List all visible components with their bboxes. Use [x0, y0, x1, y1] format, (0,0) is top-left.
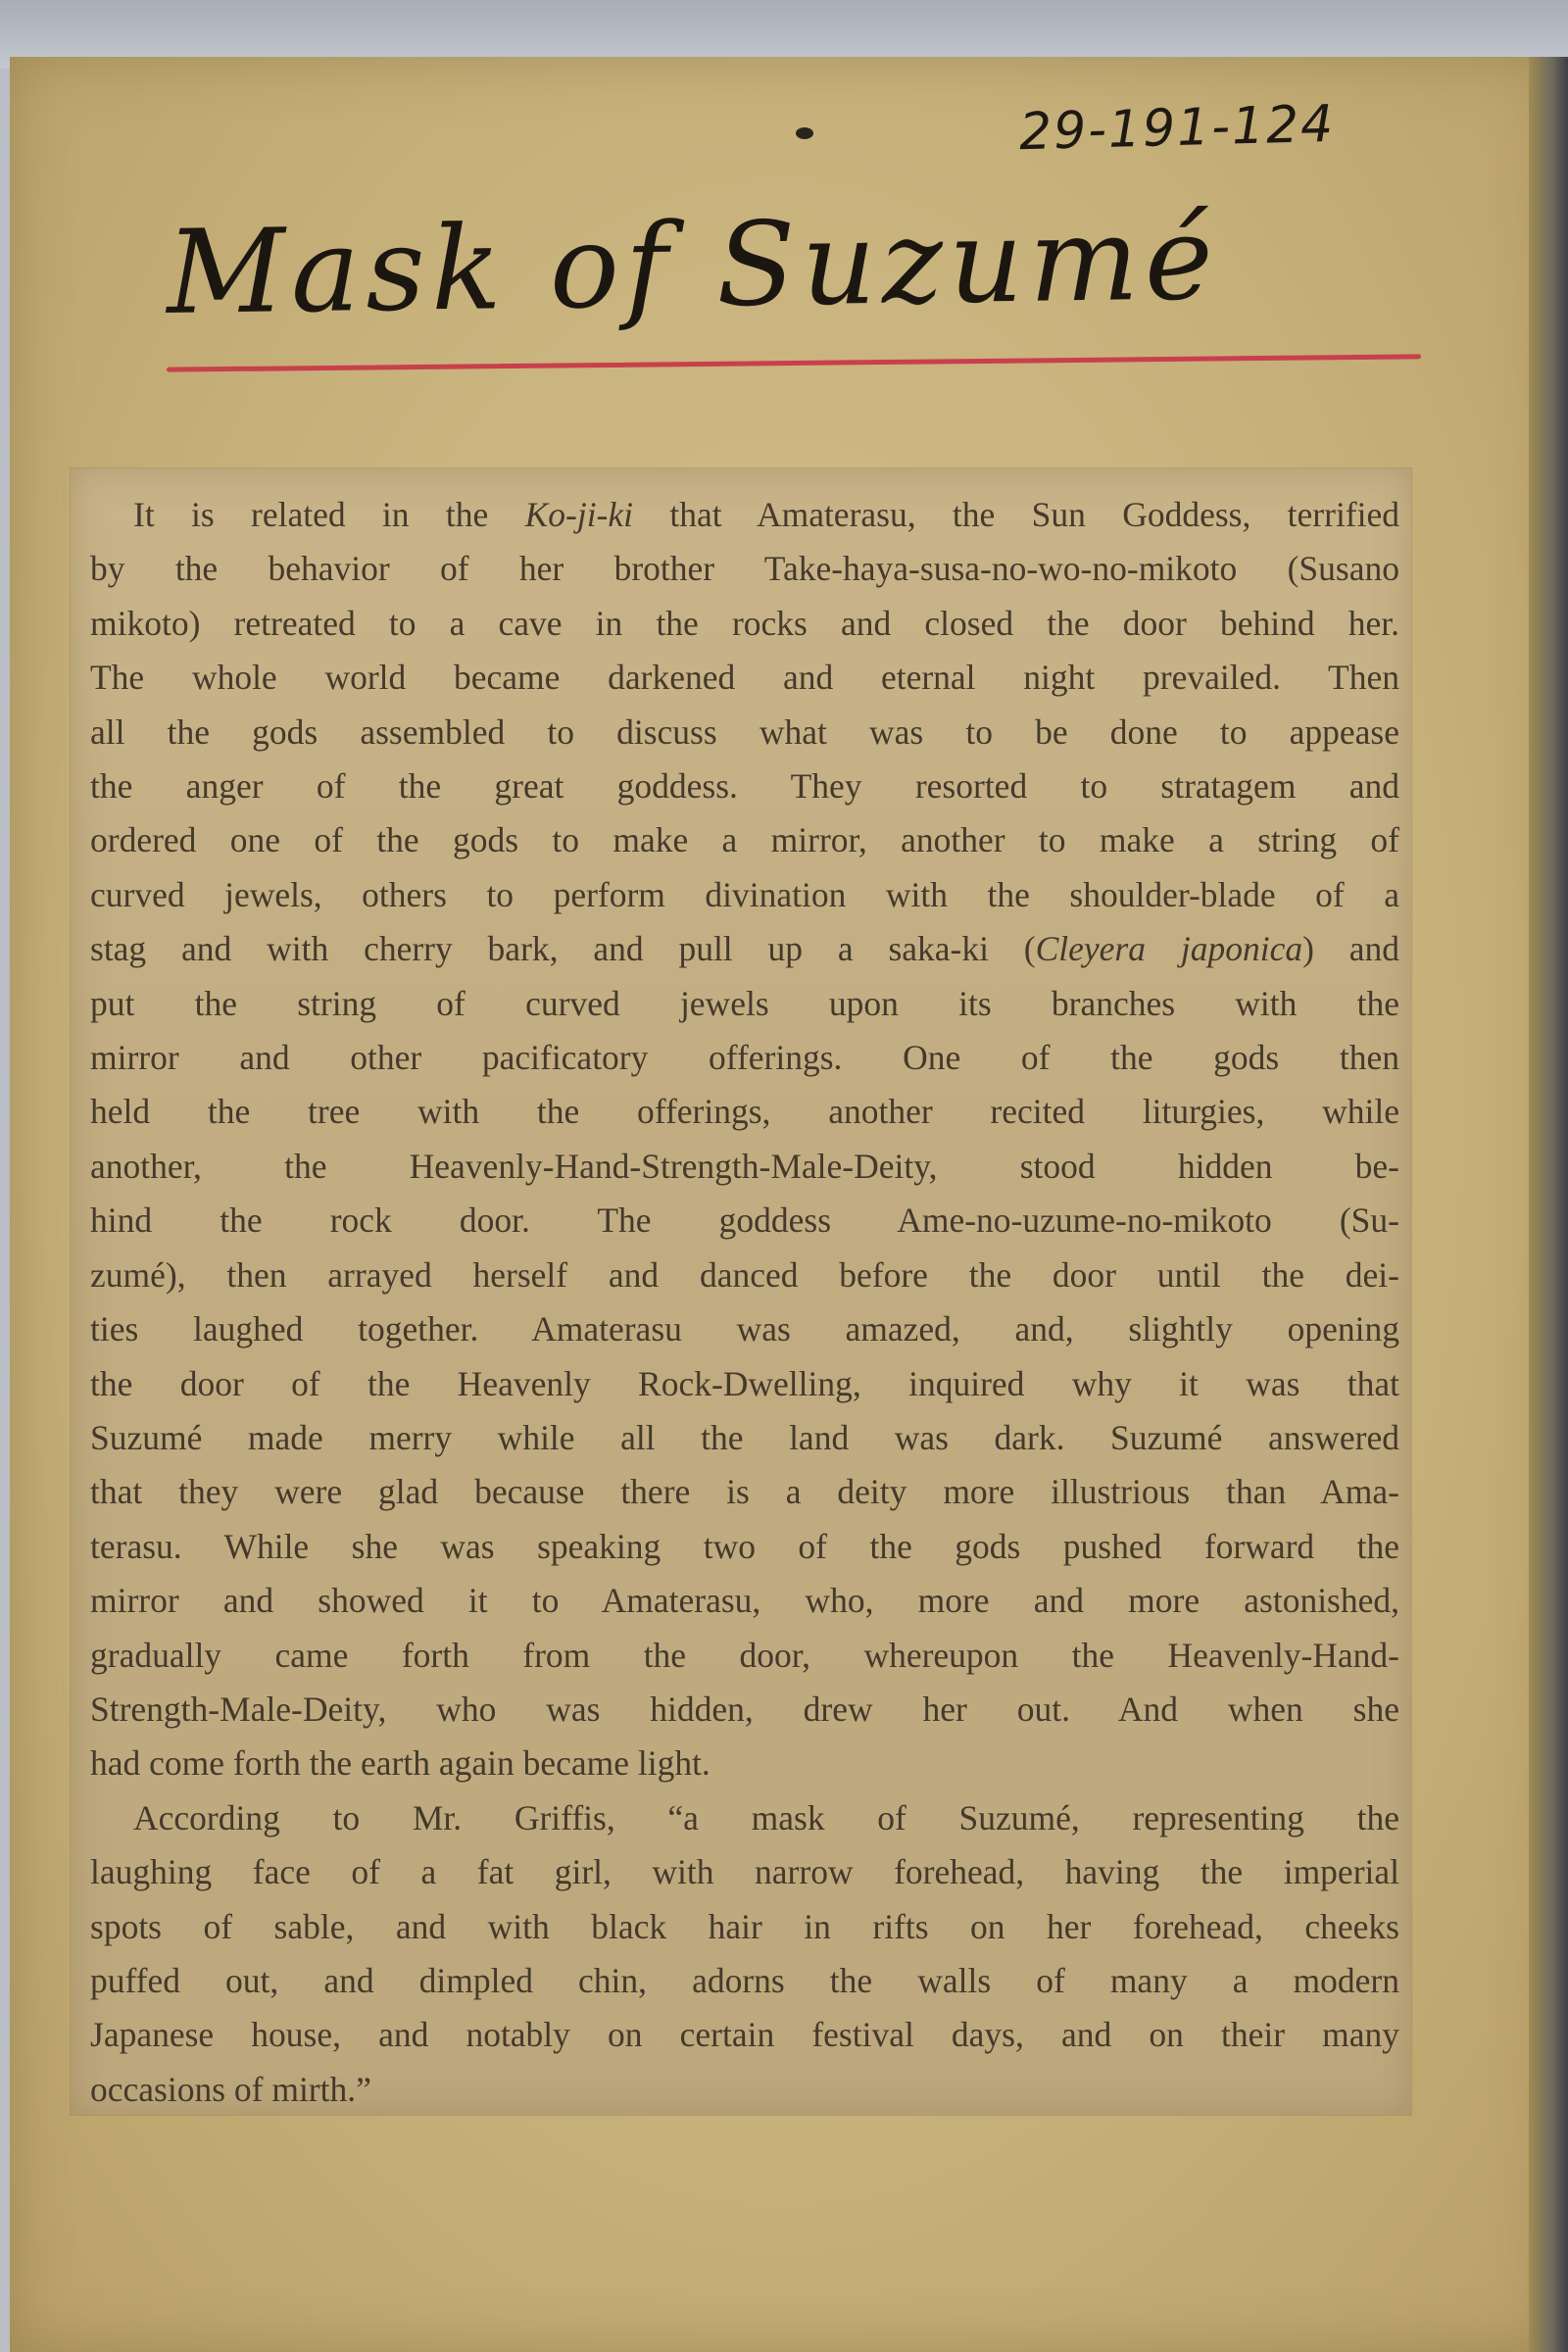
text-line: Strength-Male-Deity, who was hidden, drew her out. And when she	[90, 1689, 1399, 1729]
text-line: the door of the Heavenly Rock-Dwelling, inquired why it was that	[90, 1363, 1399, 1403]
text-line: by the behavior of her brother Take-haya-susa-no-wo-no-mikoto (Susano	[90, 549, 1399, 589]
text-line: laughing face of a fat girl, with narrow forehead, having the imperial	[90, 1852, 1399, 1892]
text-line: ordered one of the gods to make a mirror, another to make a string of	[90, 820, 1399, 860]
text-line: mirror and showed it to Amaterasu, who, more and more astonished,	[90, 1581, 1399, 1621]
card-edge-shadow	[1529, 57, 1568, 2352]
text-line: Japanese house, and notably on certain festival days, and on their many	[90, 2015, 1399, 2055]
emphasis-kojiki: Ko-ji-ki	[524, 495, 633, 534]
text-line: mikoto) retreated to a cave in the rocks and closed the door behind her.	[90, 603, 1399, 643]
text-line: Suzumé made merry while all the land was dark. Suzumé answered	[90, 1417, 1399, 1457]
text-line: the anger of the great goddess. They resorted to stratagem and	[90, 766, 1399, 807]
text-line: hind the rock door. The goddess Ame-no-uzume-no-mikoto (Su-	[90, 1200, 1399, 1241]
text-line: another, the Heavenly-Hand-Strength-Male-Deity, stood hidden be-	[90, 1146, 1399, 1186]
text-line: terasu. While she was speaking two of the gods pushed forward the	[90, 1526, 1399, 1566]
text-line: spots of sable, and with black hair in rifts on her forehead, cheeks	[90, 1906, 1399, 1946]
catalog-number: 29-191-124	[1018, 94, 1336, 163]
ink-blot	[796, 127, 813, 139]
text-line: that they were glad because there is a deity more illustrious than Ama-	[90, 1472, 1399, 1512]
text-line: all the gods assembled to discuss what was to be done to appease	[90, 711, 1399, 752]
text-line: put the string of curved jewels upon its branches with the	[90, 983, 1399, 1023]
text-line: held the tree with the offerings, another recited liturgies, while	[90, 1092, 1399, 1132]
clipping-text	[90, 488, 1399, 2117]
text-line: occasions of mirth.”	[90, 2069, 371, 2109]
text-line: ties laughed together. Amaterasu was amazed, and, slightly opening	[90, 1309, 1399, 1349]
text-line: zumé), then arrayed herself and danced before the door until the dei-	[90, 1254, 1399, 1295]
text-line: curved jewels, others to perform divination with the shoulder-blade of a	[90, 874, 1399, 914]
text-line: According to Mr. Griffis, “a mask of Suzumé, representing the	[133, 1797, 1399, 1838]
emphasis-cleyera: Cleyera japonica	[1035, 929, 1303, 969]
text-line: It is related in the Ko-ji-ki that Amaterasu, the Sun Goddess, terrified	[133, 495, 1399, 534]
text-line: had come forth the earth again became light.	[90, 1743, 710, 1784]
handwritten-title: Mask of Suzumé	[166, 190, 1220, 340]
text-line: gradually came forth from the door, whereupon the Heavenly-Hand-	[90, 1635, 1399, 1675]
text-line: The whole world became darkened and eternal night prevailed. Then	[90, 658, 1399, 698]
text-line: stag and with cherry bark, and pull up a saka-ki (Cleyera japonica) and	[90, 929, 1399, 969]
text-line: mirror and other pacificatory offerings. One of the gods then	[90, 1038, 1399, 1078]
text-line: puffed out, and dimpled chin, adorns the walls of many a modern	[90, 1960, 1399, 2000]
